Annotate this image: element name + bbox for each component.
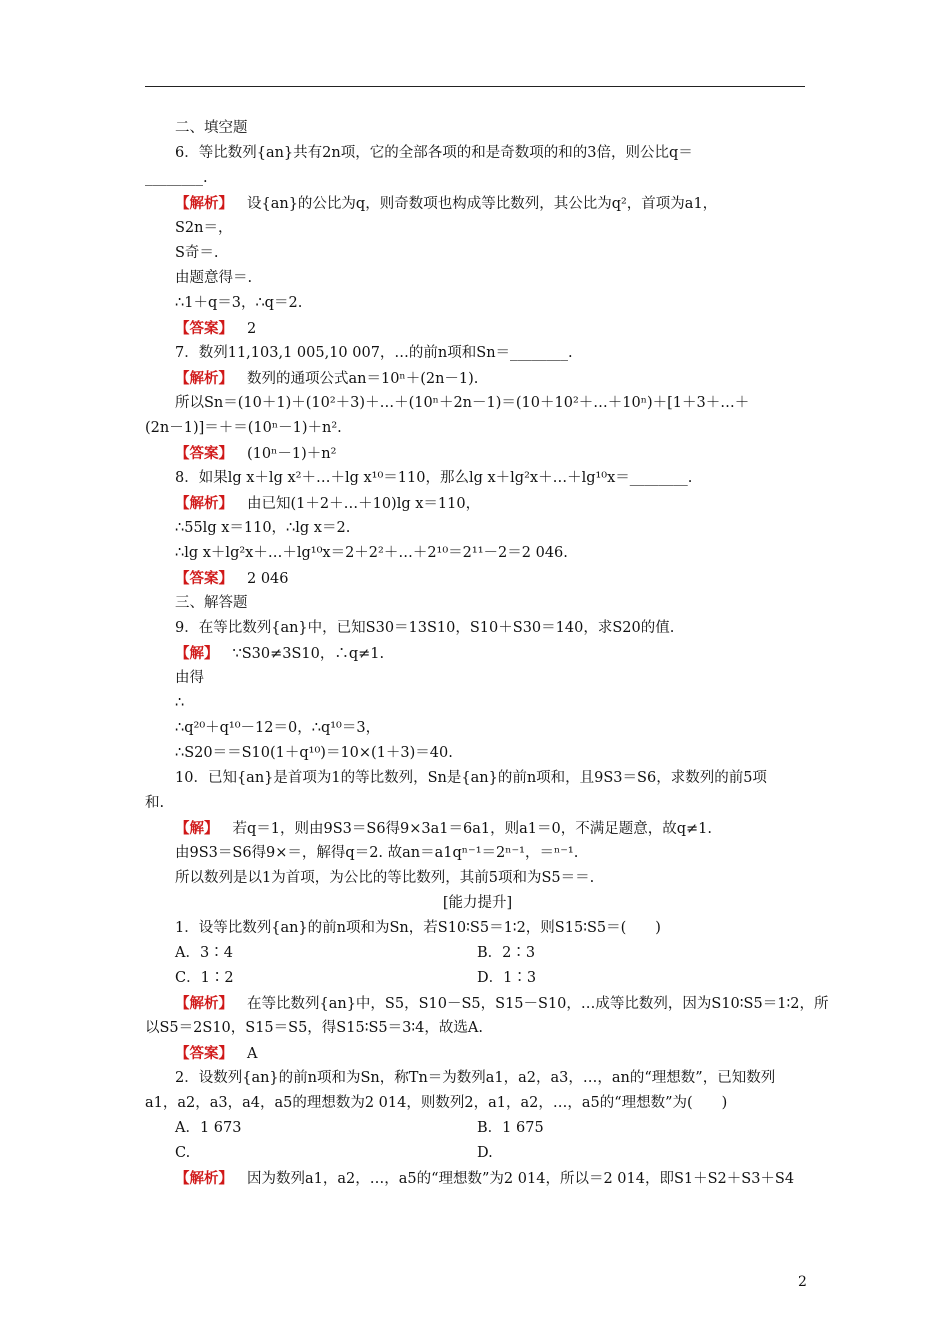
text-line: [145, 716, 810, 741]
line-text: ∵S30≠3S10，∴q≠1.: [232, 646, 385, 662]
line-text: S2n＝，: [175, 220, 233, 236]
choice-option: B．1 675: [477, 1120, 544, 1136]
line-text: 二、填空题: [175, 120, 248, 136]
line-text: ∴S20＝＝S10(1＋q¹⁰)＝10×(1＋3)＝40.: [175, 745, 453, 761]
text-line: [145, 141, 810, 166]
line-text: [能力提升]: [442, 895, 513, 911]
text-line: [145, 966, 810, 991]
line-text: 9．在等比数列{an}中，已知S30＝13S10，S10＋S30＝140，求S20的值.: [175, 620, 675, 636]
line-text: 由9S3＝S6得9×＝，解得q＝2. 故an＝a1qⁿ⁻¹＝2ⁿ⁻¹，＝ⁿ⁻¹.: [175, 845, 579, 861]
text-line: [145, 166, 810, 191]
choice-option: D．1∶3: [477, 970, 537, 986]
choice-option: C．1∶2: [175, 970, 234, 986]
text-line: [145, 366, 810, 391]
text-line: [145, 1016, 810, 1041]
line-text: 设{an}的公比为q，则奇数项也构成等比数列，其公比为q²，首项为a1，: [247, 196, 718, 212]
line-text: ∴q²⁰＋q¹⁰－12＝0，∴q¹⁰＝3，: [175, 720, 381, 736]
section-tag: 【解析】: [175, 495, 233, 512]
text-line: [145, 116, 810, 141]
text-line: [145, 991, 829, 1016]
text-line: [145, 941, 810, 966]
text-line: [145, 491, 810, 516]
choice-option: A．1 673: [175, 1120, 242, 1136]
section-tag: 【解析】: [175, 370, 233, 387]
text-line: [145, 791, 810, 816]
section-tag: 【答案】: [175, 1045, 233, 1062]
text-line: [145, 316, 810, 341]
text-line: [145, 266, 810, 291]
line-text: 以S5＝2S10，S15＝S5，得S15∶S5＝3∶4，故选A.: [145, 1020, 483, 1036]
line-text: 和.: [145, 795, 165, 811]
text-line: [145, 816, 810, 841]
line-text: 三、解答题: [175, 595, 248, 611]
line-text: 10．已知{an}是首项为1的等比数列，Sn是{an}的前n项和，且9S3＝S6，求数列的前5项: [175, 770, 767, 786]
text-line: [145, 341, 810, 366]
section-tag: 【解】: [175, 820, 219, 837]
section-tag: 【解析】: [175, 995, 233, 1012]
choice-option: A．3∶4: [175, 945, 233, 961]
line-text: (2n－1)]＝＋＝(10ⁿ－1)＋n².: [145, 420, 342, 436]
text-line: [145, 416, 810, 441]
section-tag: 【答案】: [175, 570, 233, 587]
line-text: 若q＝1，则由9S3＝S6得9×3a1＝6a1，则a1＝0，不满足题意，故q≠1.: [232, 821, 712, 837]
text-line: [145, 1141, 810, 1166]
document-body: [145, 116, 829, 1191]
choice-option: D.: [477, 1145, 493, 1161]
text-line: [145, 216, 810, 241]
text-line: [145, 241, 810, 266]
line-text: S奇＝.: [175, 245, 219, 261]
text-line: [145, 566, 810, 591]
line-text: ∴: [175, 695, 185, 711]
section-tag: 【解析】: [175, 195, 233, 212]
line-text: 所以数列是以1为首项，为公比的等比数列，其前5项和为S5＝＝.: [175, 870, 595, 886]
text-line: [145, 191, 810, 216]
line-text: 由得: [175, 670, 204, 686]
text-line: [145, 866, 810, 891]
line-text: 在等比数列{an}中，S5，S10－S5，S15－S10，…成等比数列，因为S10∶S5＝1∶2，所: [247, 996, 829, 1012]
line-text: (10ⁿ－1)＋n²: [247, 446, 337, 462]
text-line: [145, 1066, 810, 1091]
text-line: [145, 691, 810, 716]
line-text: 2: [247, 321, 257, 337]
line-text: A: [247, 1046, 258, 1062]
section-tag: 【解】: [175, 645, 219, 662]
text-line: [145, 466, 810, 491]
text-line: [145, 616, 810, 641]
line-text: ________.: [145, 170, 208, 186]
section-tag: 【答案】: [175, 320, 233, 337]
line-text: ∴55lg x＝110，∴lg x＝2.: [175, 520, 351, 536]
section-tag: 【解析】: [175, 1170, 233, 1187]
line-text: ∴1＋q＝3，∴q＝2.: [175, 295, 303, 311]
choice-option: B．2∶3: [477, 945, 536, 961]
text-line: [145, 1041, 810, 1066]
line-text: ∴lg x＋lg²x＋…＋lg¹⁰x＝2＋2²＋…＋2¹⁰＝2¹¹－2＝2 046.: [175, 545, 568, 561]
text-line: [145, 441, 810, 466]
section-tag: 【答案】: [175, 445, 233, 462]
line-text: 所以Sn＝(10＋1)＋(10²＋3)＋…＋(10ⁿ＋2n－1)＝(10＋10²＋…＋10ⁿ)＋[1＋3＋…＋: [175, 395, 750, 411]
text-line: [145, 541, 810, 566]
line-text: 8．如果lg x＋lg x²＋…＋lg x¹⁰＝110，那么lg x＋lg²x＋…＋lg¹⁰x＝________.: [175, 470, 693, 486]
line-text: 由已知(1＋2＋…＋10)lg x＝110，: [247, 496, 481, 512]
text-line: [145, 641, 810, 666]
line-text: 1．设等比数列{an}的前n项和为Sn，若S10∶S5＝1∶2，则S15∶S5＝( ): [175, 920, 661, 936]
text-line: [145, 1116, 810, 1141]
line-text: 6．等比数列{an}共有2n项，它的全部各项的和是奇数项的和的3倍，则公比q＝: [175, 145, 693, 161]
text-line: [145, 891, 810, 916]
text-line: [145, 516, 810, 541]
header-rule: [145, 86, 805, 87]
text-line: [145, 291, 810, 316]
page-number: 2: [798, 1274, 807, 1290]
line-text: 2 046: [247, 571, 289, 587]
line-text: 2．设数列{an}的前n项和为Sn，称Tn＝为数列a1，a2，a3，…，an的“理想数”，已知数列: [175, 1070, 776, 1086]
text-line: [145, 841, 810, 866]
line-text: 由题意得＝.: [175, 270, 253, 286]
text-line: [145, 1091, 810, 1116]
text-line: [145, 741, 810, 766]
line-text: a1，a2，a3，a4，a5的理想数为2 014，则数列2，a1，a2，…，a5的“理想数”为( ): [145, 1095, 728, 1111]
choice-option: C.: [175, 1145, 191, 1161]
line-text: 7．数列11,103,1 005,10 007，…的前n项和Sn＝________.: [175, 345, 573, 361]
line-text: 因为数列a1，a2，…，a5的“理想数”为2 014，所以＝2 014，即S1＋S2＋S3＋S4: [247, 1171, 795, 1187]
text-line: [145, 591, 810, 616]
text-line: [145, 391, 810, 416]
text-line: [145, 916, 810, 941]
text-line: [145, 1166, 810, 1191]
line-text: 数列的通项公式an＝10ⁿ＋(2n－1).: [247, 371, 479, 387]
text-line: [145, 666, 810, 691]
text-line: [145, 766, 810, 791]
